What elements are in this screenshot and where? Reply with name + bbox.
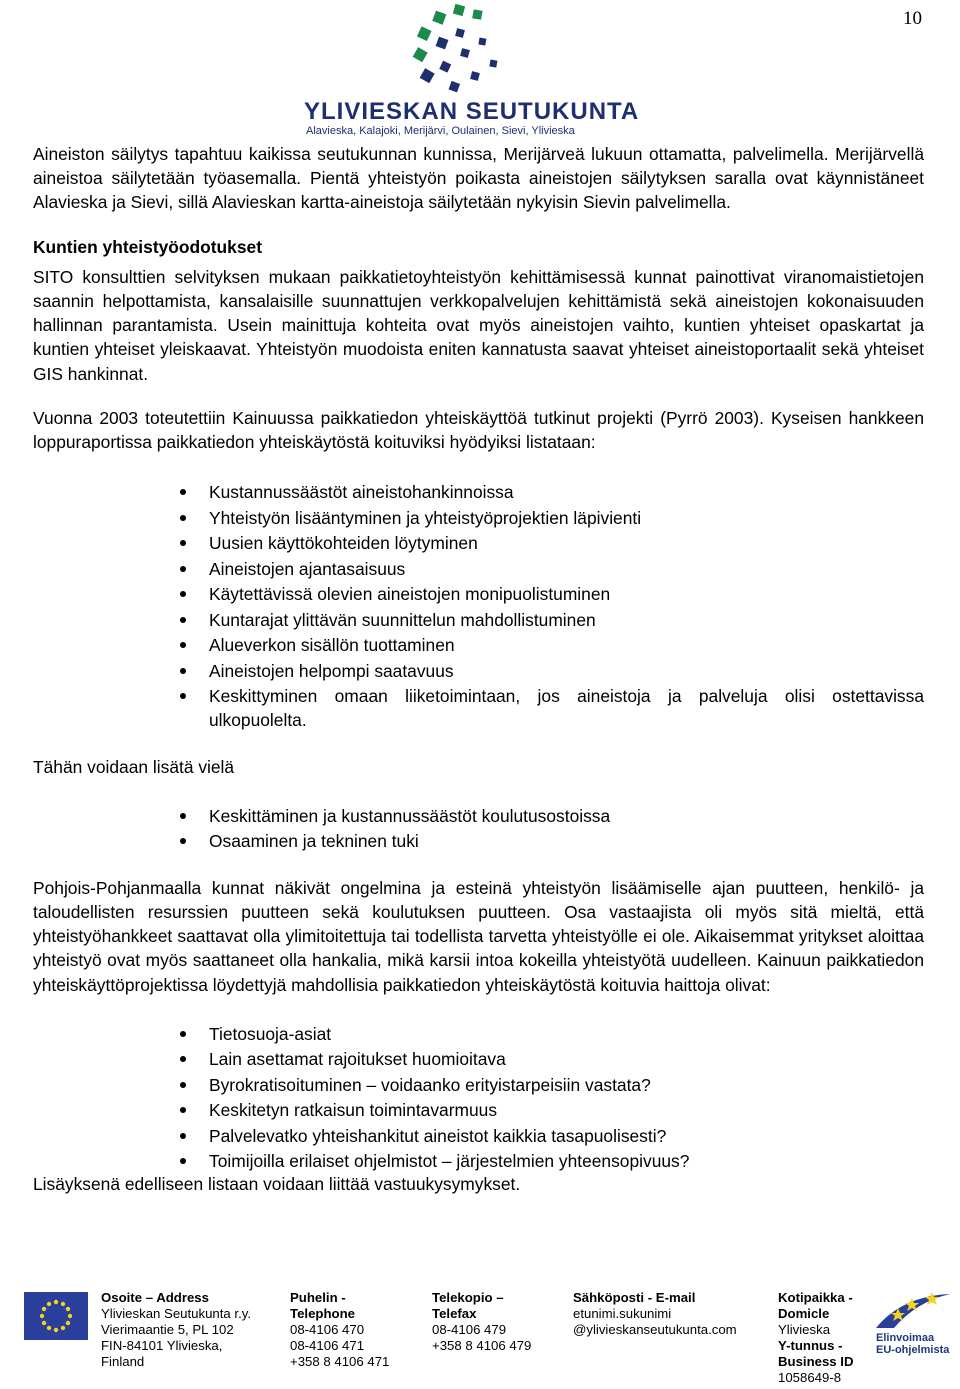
additional-benefits-list (33, 804, 924, 855)
page-footer (0, 1286, 960, 1389)
logo-subtitle: Alavieska, Kalajoki, Merijärvi, Oulainen, Sievi, Ylivieska (306, 125, 575, 137)
list-item: Toimijoilla erilaiset ohjelmistot – järjestelmien yhteensopivuus? (209, 1149, 924, 1175)
list-item: Keskittäminen ja kustannussäästöt koulutusostoissa (209, 804, 924, 830)
eu-programs-logo-line: Elinvoimaa (876, 1332, 935, 1344)
footer-business-id-value: 1058649-8 (778, 1370, 842, 1385)
paragraph-sito: SITO konsulttien selvityksen mukaan paikkatietoyhteistyön kehittämisessä kunnat painottivat viranomaistietojen saannin helpottamista, kansalaisille suunnattujen verkkopalvelujen kehittämistä sekä aineistojen kokonaisuuden hallinnan parantamista. Usein mainittuja kohteita ovat myös aineistojen vaihto, kuntien yhteiset opaskartat ja kuntien yhteiset yleiskaavat. Yhteistyön muodoista eniten kannatusta saavat yhteiset aineistoportaalit sekä yhteiset GIS hankinnat. (33, 266, 924, 384)
footer-phone-header: Puhelin - (290, 1290, 346, 1305)
footer-email-line: etunimi.sukunimi (573, 1306, 672, 1321)
footer-fax-number: +358 8 4106 479 (432, 1338, 532, 1353)
footer-domicile (778, 1290, 854, 1386)
paragraph-responsibility: Lisäyksenä edelliseen listaan voidaan liittää vastuukysymykset. (33, 1173, 521, 1194)
footer-phone-number: 08-4106 471 (290, 1338, 365, 1353)
list-item: Palvelevatko yhteishankitut aineistot kaikkia tasapuolisesti? (209, 1124, 924, 1150)
footer-fax (432, 1290, 531, 1354)
list-item: Osaaminen ja tekninen tuki (209, 829, 924, 855)
drawbacks-list (33, 1022, 924, 1175)
footer-fax-number: 08-4106 479 (432, 1322, 507, 1337)
list-item: Keskitetyn ratkaisun toimintavarmuus (209, 1098, 924, 1124)
footer-address-line: Finland (101, 1354, 145, 1369)
list-item: Käytettävissä olevien aineistojen monipuolistuminen (209, 582, 924, 608)
list-item: Byrokratisoituminen – voidaanko erityistarpeisiin vastata? (209, 1073, 924, 1099)
footer-business-id-header-en: Business ID (778, 1354, 854, 1369)
footer-domicile-header-en: Domicle (778, 1306, 830, 1321)
document-body (33, 142, 924, 1196)
footer-email (573, 1290, 737, 1338)
footer-phone-number: 08-4106 470 (290, 1322, 365, 1337)
footer-address-line: Ylivieskan Seutukunta r.y. (101, 1306, 252, 1321)
list-item: Keskittyminen omaan liiketoimintaan, jos aineistoja ja palveluja olisi ostettavissa ulkopuolelta. (209, 684, 924, 732)
list-item: Lain asettamat rajoitukset huomioitava (209, 1047, 924, 1073)
list-item: Aineistojen helpompi saatavuus (209, 659, 924, 685)
footer-address (101, 1290, 251, 1370)
logo-dots-icon (410, 2, 520, 98)
list-item: Alueverkon sisällön tuottaminen (209, 633, 924, 659)
eu-programs-logo-icon (872, 1288, 956, 1332)
footer-email-header: Sähköposti - E-mail (573, 1290, 696, 1305)
page-number: 10 (903, 8, 922, 29)
footer-email-line: @ylivieskanseutukunta.com (573, 1322, 737, 1337)
list-item: Yhteistyön lisääntyminen ja yhteistyöprojektien läpivienti (209, 506, 924, 532)
benefits-list (33, 480, 924, 732)
footer-domicile-value: Ylivieska (778, 1322, 831, 1337)
footer-phone (290, 1290, 389, 1370)
footer-address-line: Vierimaantie 5, PL 102 (101, 1322, 234, 1337)
section-heading-expectations: Kuntien yhteistyöodotukset (33, 236, 262, 257)
list-item: Uusien käyttökohteiden löytyminen (209, 531, 924, 557)
list-item: Kustannussäästöt aineistohankinnoissa (209, 480, 924, 506)
footer-phone-header-en: Telephone (290, 1306, 355, 1321)
footer-fax-header: Telekopio – (432, 1290, 504, 1305)
paragraph-addition: Tähän voidaan lisätä vielä (33, 756, 235, 777)
paragraph-kainuu: Vuonna 2003 toteutettiin Kainuussa paikkatiedon yhteiskäyttöä tutkinut projekti (Pyrrö 2003). Kyseisen hankkeen loppuraportissa paikkatiedon yhteiskäytöstä koituviksi hyödyiksi listataan: (33, 407, 924, 453)
eu-programs-logo-text (876, 1332, 960, 1356)
list-item: Tietosuoja-asiat (209, 1022, 924, 1048)
footer-fax-header-en: Telefax (432, 1306, 477, 1321)
paragraph-obstacles: Pohjois-Pohjanmaalla kunnat näkivät ongelmina ja esteinä yhteistyön lisäämiselle ajan puutteen, henkilö- ja taloudellisten resurssien puutteen sekä koulutuksen puutteen. Osa vastaajista oli myös sitä mieltä, että yhteistyöhankkeet saattavat olla ylimitoitettuja tai todellista tarvetta yhteistyölle ei ole. Aikaisemmat yritykset aloittaa yhteistyö ovat myös saattaneet olla hankalia, mikä karsii intoa kokeilla yhteistyötä uudelleen. Kainuun paikkatiedon yhteiskäyttöprojektissa löydettyjä mahdollisia paikkatiedon yhteiskäytöstä koituvia haittoja olivat: (33, 877, 924, 995)
eu-programs-logo-line: EU-ohjelmista (876, 1344, 950, 1356)
eu-flag-icon (24, 1292, 88, 1340)
list-item: Aineistojen ajantasaisuus (209, 557, 924, 583)
paragraph-storage: Aineiston säilytys tapahtuu kaikissa seutukunnan kunnissa, Merijärveä lukuun ottamatta, palvelimella. Merijärvellä aineistoa säilytetään työasemalla. Pientä yhteistyön poikasta aineistojen säilytyksen saralla ovat käynnistäneet Alavieska ja Sievi, sillä Alavieskan kartta-aineistoja säilytetään nykyisin Sievin palvelimella. (33, 144, 924, 213)
footer-address-header: Osoite – Address (101, 1290, 209, 1305)
footer-phone-number: +358 8 4106 471 (290, 1354, 390, 1369)
footer-domicile-header: Kotipaikka - (778, 1290, 853, 1305)
footer-business-id-header: Y-tunnus - (778, 1338, 843, 1353)
logo-title: YLIVIESKAN SEUTUKUNTA (304, 98, 640, 125)
list-item: Kuntarajat ylittävän suunnittelun mahdollistuminen (209, 608, 924, 634)
footer-address-line: FIN-84101 Ylivieska, (101, 1338, 223, 1353)
ylivieska-seutukunta-logo (300, 0, 640, 140)
